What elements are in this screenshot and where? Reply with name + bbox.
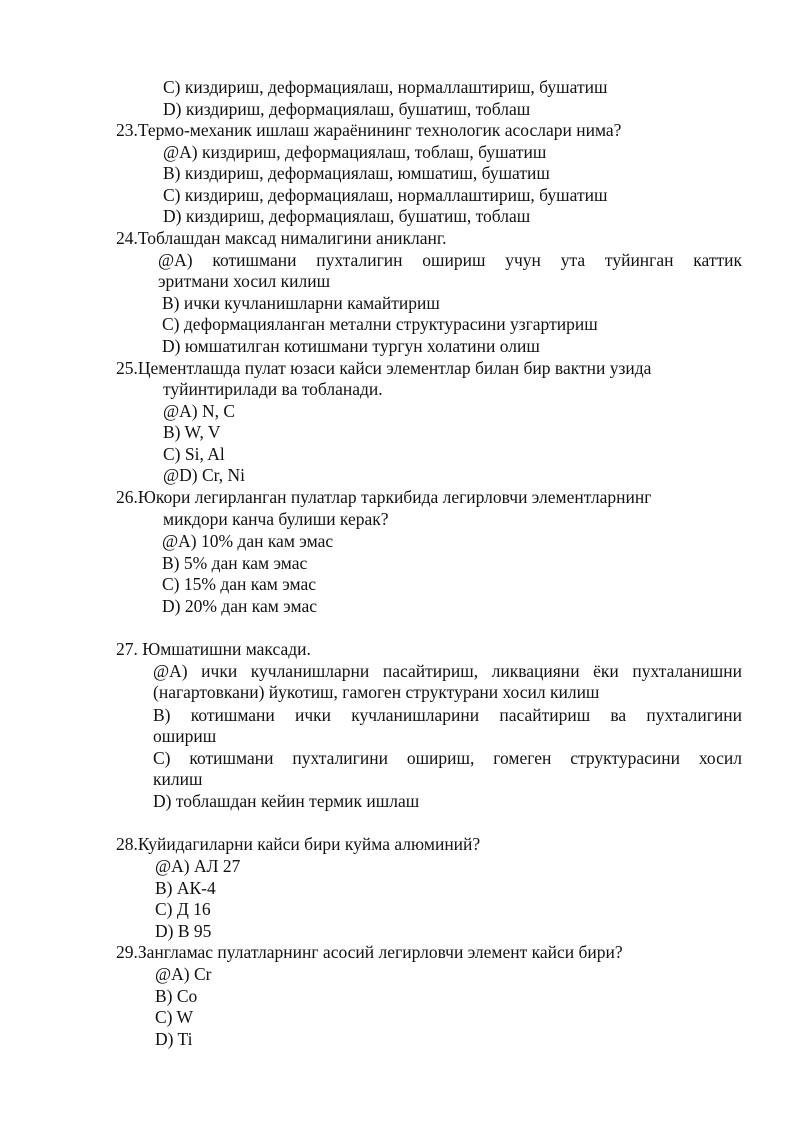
answer-option: B) 5% дан кам эмас — [162, 553, 308, 573]
answer-option: @A) АЛ 27 — [155, 856, 241, 876]
answer-option: D) Ti — [155, 1029, 193, 1049]
answer-option: C) W — [155, 1007, 194, 1027]
answer-option: @A) N, C — [163, 401, 236, 421]
answer-option: B) АК-4 — [155, 878, 216, 898]
question-25-continued: туйинтирилади ва тобланади. — [163, 379, 383, 399]
question-26: 26.Юкори легирланган пулатлар таркибида легирловчи элементларнинг — [116, 487, 652, 507]
question-23: 23.Термо-механик ишлаш жараёнининг технологик асослари нима? — [116, 120, 622, 140]
answer-option: D) киздириш, деформациялаш, бушатиш, тоблаш — [163, 99, 531, 119]
answer-option: @A) киздириш, деформациялаш, тоблаш, бушатиш — [163, 142, 547, 162]
question-27: 27. Юмшатишни максади. — [116, 639, 311, 659]
answer-option: D) 20% дан кам эмас — [162, 596, 318, 616]
question-29: 29.Зангламас пулатларнинг асосий легирловчи элемент кайси бири? — [116, 942, 623, 962]
question-28: 28.Куйидагиларни кайси бири куйма алюминий? — [116, 834, 481, 854]
answer-option: B) W, V — [163, 422, 221, 442]
answer-option: C) Si, Al — [163, 444, 225, 464]
answer-option: @D) Cr, Ni — [163, 465, 246, 485]
answer-option-continued: эритмани хосил килиш — [158, 271, 331, 291]
answer-option: C) деформацияланган метални структурасини узгартириш — [162, 314, 598, 334]
answer-option: D) тоблашдан кейин термик ишлаш — [153, 791, 420, 811]
answer-option: D) В 95 — [155, 921, 212, 941]
answer-option: B) Co — [155, 986, 198, 1006]
answer-option: B) киздириш, деформациялаш, юмшатиш, бушатиш — [163, 163, 550, 183]
answer-option: @A) 10% дан кам эмас — [162, 531, 334, 551]
answer-option-continued: килиш — [153, 769, 203, 789]
answer-option: @A) котишмани пухталигин ошириш учун ута туйинган каттик — [158, 250, 742, 270]
question-25: 25.Цементлашда пулат юзаси кайси элементлар билан бир вактни узида — [116, 358, 652, 378]
answer-option: @A) ички кучланишларни пасайтириш, ликвацияни ёки пухталанишни — [153, 661, 742, 681]
answer-option: C) киздириш, деформациялаш, нормаллаштириш, бушатиш — [163, 185, 608, 205]
question-26-continued: микдори канча булиши керак? — [163, 509, 389, 529]
answer-option: C) 15% дан кам эмас — [162, 574, 317, 594]
answer-option: C) котишмани пухталигини ошириш, гомеген структурасини хосил — [153, 748, 742, 768]
answer-option: B) котишмани ички кучланишларини пасайтириш ва пухталигини — [153, 705, 742, 725]
answer-option: D) юмшатилган котишмани тургун холатини олиш — [162, 336, 540, 356]
answer-option: @A) Cr — [155, 964, 212, 984]
answer-option: C) Д 16 — [155, 899, 211, 919]
answer-option: B) ички кучланишларни камайтириш — [162, 293, 440, 313]
answer-option: D) киздириш, деформациялаш, бушатиш, тоблаш — [163, 206, 531, 226]
answer-option-continued: (нагартовкани) йукотиш, гамоген структурани хосил килиш — [153, 682, 600, 702]
answer-option: C) киздириш, деформациялаш, нормаллаштириш, бушатиш — [163, 77, 608, 97]
answer-option-continued: ошириш — [153, 726, 217, 746]
question-24: 24.Тоблашдан максад нималигини аникланг. — [116, 228, 447, 248]
